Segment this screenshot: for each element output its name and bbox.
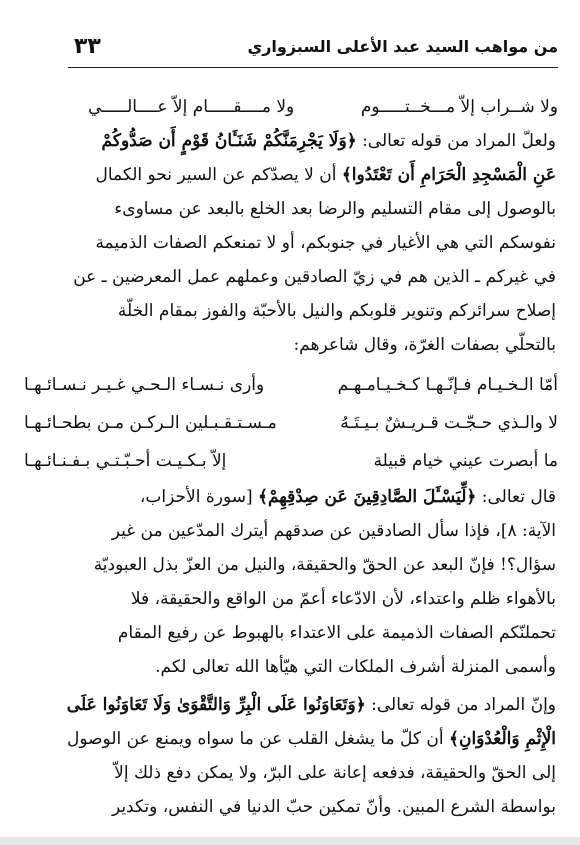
text-segment: قال تعالى: [476,487,556,507]
text-line [20,722,556,756]
text-line: تحملنّكم الصفات الذميمة على الاعتداء بالهبوط عن رفيع المقام [117,623,556,643]
text-line: وأسمى المنزلة أشرف الملكات التي هيّأها الله تعالى لكم. [155,657,556,677]
text-segment: وإنّ المراد من قوله تعالى: [365,695,556,715]
text-line [20,158,556,192]
running-header-title: من مواهب السيد عبد الأعلى السبزواري [247,37,558,56]
poem-hemistich-right: لا والـذي حـجّـت قـريـشٌ بـيـتَـهُ [340,413,558,433]
text-line [20,124,556,158]
text-line: بالوصول إلى مقام التسليم والرضا بعد الخلع بالبعد عن مساوىء [114,199,556,219]
text-line: بالتحلّي بصفات الغرّة، وقال شاعرهم: [293,335,556,355]
verse-hemistich-right: ولا شــراب إلاّ مـــخــتـــــوم [360,97,558,117]
text-line: بواسطة الشرع المبين. وأنّ تمكين حبّ الدنيا في النفس، وتكدير [111,797,556,817]
text-segment: أن كلّ ما يشغل القلب عن ما سواه ويمنع عن الوصول [66,729,449,749]
poem-hemistich-left: إلاّ بـكـيـت أحـبّـتـي بـفـنـائـهـا [24,451,227,471]
header-rule [68,67,558,68]
page-number: ٣٣ [74,34,101,59]
text-line [20,688,556,722]
text-line: سؤال؟! فإنّ البعد عن الحقّ والحقيقة، والنيل من العزّ بذل العبوديّة [93,555,556,575]
text-line: نفوسكم التي هي الأغيار في جنوبكم، أو لا تمنعكم الصفات الذميمة [95,233,556,253]
text-line: إصلاح سرائركم وتنوير قلوبكم والنيل بالأحبّة والفوز بمقام الخلّة [117,301,556,321]
text-line: الآية: ٨]، فإذا سأل الصادقين عن صدقهم أيترك المدّعين من غير [111,521,556,541]
poem-hemistich-left: وأرى نـسـاء الـحـي غـيـر نـسـائـهـا [24,375,265,395]
quran-verse: عَنِ الْمَسْجِدِ الْحَرَامِ أَن تَعْتَدُوا﴾ [341,165,556,185]
text-segment: أن لا يصدّكم عن السير نحو الكمال [95,165,342,185]
quran-verse: ﴿وَلَا يَجْرِمَنَّكُمْ شَنَـَٔانُ قَوْمٍ أَن صَدُّوكُمْ [101,131,357,151]
scan-edge [0,837,580,845]
text-line: في غيركم ـ الذين هم في زيّ الصادقين وعملهم عمل المعرضين ـ عن [73,267,556,287]
poem-hemistich-left: مـسـتـقـبـلين الـركـن مـن بطحـائـهـا [24,413,277,433]
verse-hemistich-left: ولا مــــقـــــام إلاّ عــــالـــــي [88,97,295,117]
quran-verse: ﴿لِّيَسْـَٔلَ الصَّادِقِينَ عَن صِدْقِهِمْ﴾ [258,487,477,507]
poem-hemistich-right: أمّا الـخـيـام فـإنّـهـا كـخـيـامـهـم [337,375,558,395]
poem-hemistich-right: ما أبصرت عيني خيام قبيلة [373,451,558,471]
text-line: بالأهواء ظلم واعتداء، لأن الادّعاء أعمّ من الواقع والحقيقة، فلا [130,589,556,609]
text-segment: [سورة الأحزاب، [139,487,259,507]
quran-verse: ﴿وَتَعَاوَنُوا عَلَى الْبِرِّ وَالتَّقْوَىٰ وَلَا تَعَاوَنُوا عَلَى [66,695,366,715]
quran-verse: الْإِثْمِ وَالْعُدْوَانِ﴾ [449,729,556,749]
text-segment: ولعلّ المراد من قوله تعالى: [356,131,556,151]
text-line: إلى الحقّ والحقيقة، فدفعه إعانة على البرّ، ولا يمكن دفع ذلك إلاّ [114,763,556,783]
text-line [20,480,556,514]
